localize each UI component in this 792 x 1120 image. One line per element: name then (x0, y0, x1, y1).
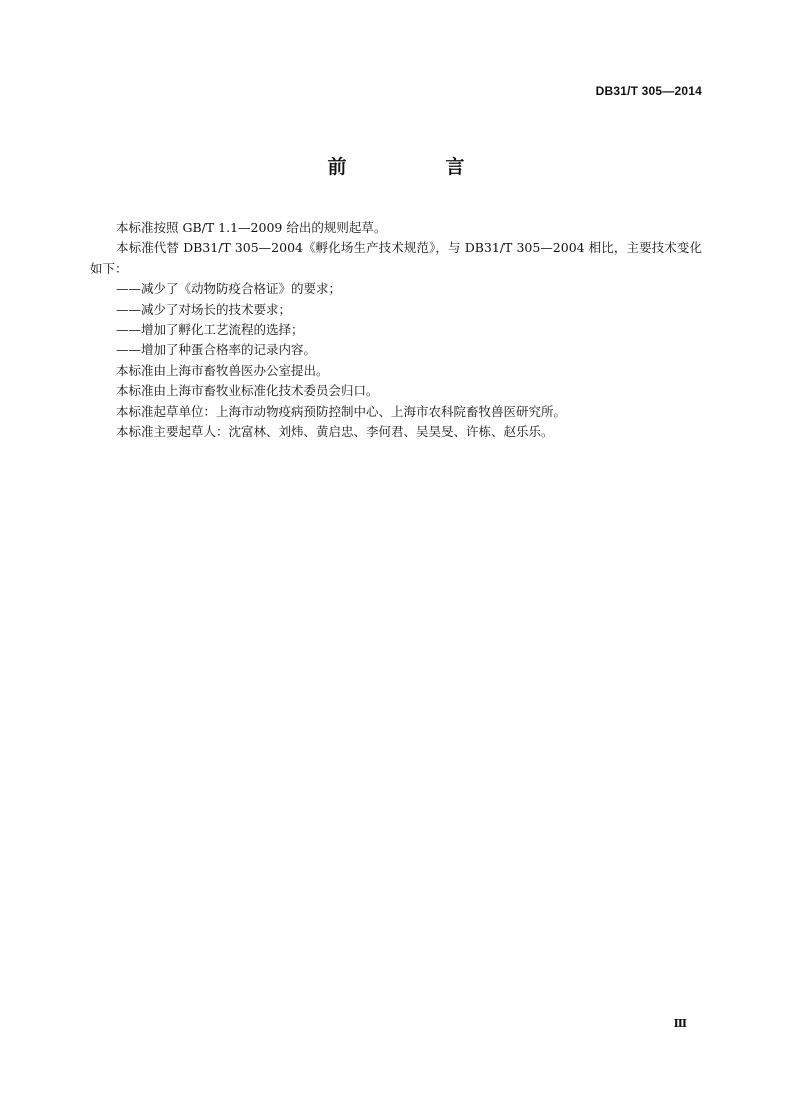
change-item: ——减少了对场长的技术要求； (116, 301, 292, 317)
change-item: ——减少了《动物防疫合格证》的要求； (116, 281, 342, 297)
change-item: ——增加了孵化工艺流程的选择； (116, 322, 304, 338)
page-title: 前 言 (327, 156, 505, 178)
paragraph-centralized-unit: 本标准由上海市畜牧业标准化技术委员会归口。 (116, 383, 379, 399)
paragraph-drafting-units: 本标准起草单位：上海市动物疫病预防控制中心、上海市农科院畜牧兽医研究所。 (116, 403, 567, 419)
paragraph-replacement: 本标准代替 DB31/T 305—2004《孵化场生产技术规范》，与 DB31/T 305—2004 相比，主要技术变化如下： (90, 240, 702, 276)
paragraph-proposer: 本标准由上海市畜牧兽医办公室提出。 (116, 362, 329, 378)
foreword-body (90, 218, 702, 442)
page-number: Ⅲ (673, 1017, 687, 1030)
change-item: ——增加了种蛋合格率的记录内容。 (116, 342, 317, 358)
paragraph-drafting-rules: 本标准按照 GB/T 1.1—2009 给出的规则起草。 (116, 220, 387, 235)
standard-code: DB31/T 305—2014 (595, 84, 702, 98)
paragraph-drafters: 本标准主要起草人：沈富林、刘炜、黄启忠、李何君、吴昊旻、许栋、赵乐乐。 (116, 424, 554, 440)
